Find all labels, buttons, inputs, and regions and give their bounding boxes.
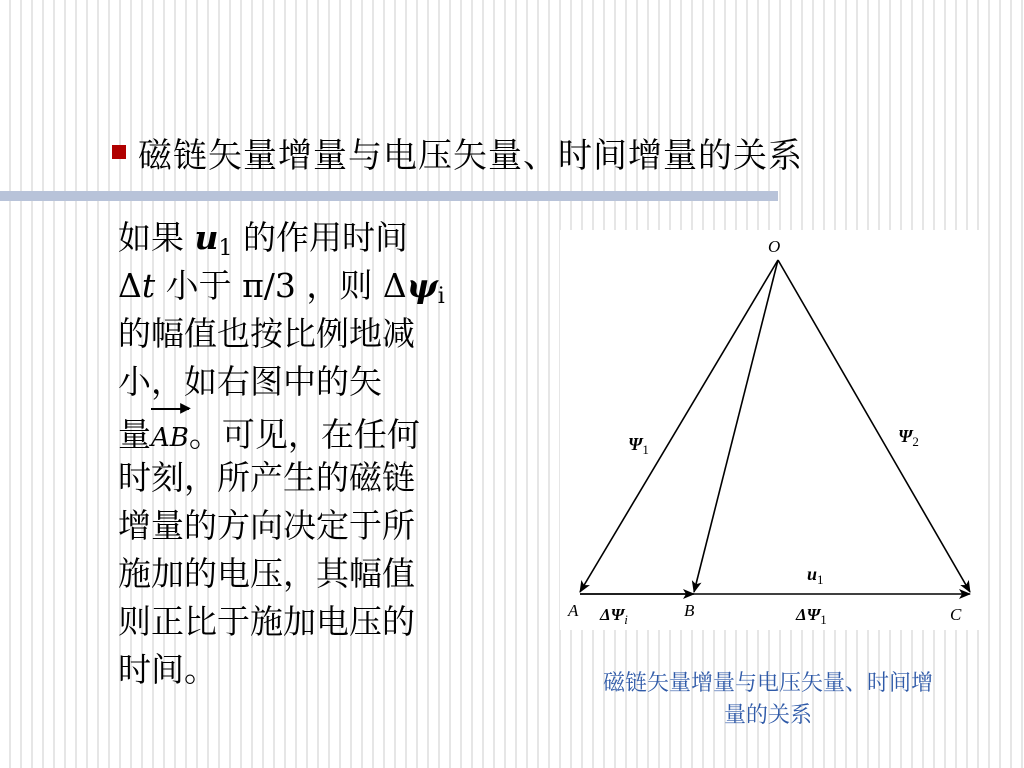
slide-title: 磁链矢量增量与电压矢量、时间增量的关系 xyxy=(138,135,803,176)
psi2-vector xyxy=(778,260,970,592)
title-underline xyxy=(0,191,778,201)
delta-psi-i-subscript: i xyxy=(624,612,628,627)
text-line-9: 则正比于施加电压的 xyxy=(118,602,415,641)
text-line-3: 的幅值也按比例地减 xyxy=(118,314,415,353)
flux-symbol: ψ xyxy=(406,266,438,305)
text-line-7: 增量的方向决定于所 xyxy=(118,506,415,545)
delta-psi-1-subscript: 1 xyxy=(820,612,827,627)
figure-caption xyxy=(548,668,988,732)
label-delta-psi-i xyxy=(599,605,628,627)
psi2-symbol: Ψ xyxy=(898,426,913,446)
text-segment: 如果 xyxy=(118,218,195,257)
vector-label: AB xyxy=(151,423,189,453)
square-bullet-icon xyxy=(112,145,126,159)
text-line-5 xyxy=(118,400,498,454)
subscript: 1 xyxy=(218,236,233,261)
psi-intermediate-vector xyxy=(694,260,778,592)
body-paragraph xyxy=(118,214,498,694)
caption-line-1: 磁链矢量增量与电压矢量、时间增 xyxy=(602,671,933,696)
psi1-subscript: 1 xyxy=(642,442,649,457)
caption-line-2: 量的关系 xyxy=(723,703,812,728)
voltage-symbol: u xyxy=(194,218,219,257)
vector-diagram-svg xyxy=(560,230,980,630)
delta-psi-i-symbol: ΔΨ xyxy=(600,605,625,624)
label-u1 xyxy=(807,564,824,587)
text-segment: 的作用时间 xyxy=(232,218,408,257)
label-O: O xyxy=(768,237,781,256)
vector-AB xyxy=(151,400,191,462)
label-B: B xyxy=(684,601,695,620)
u1-subscript: 1 xyxy=(817,572,824,587)
psi1-vector xyxy=(580,260,778,592)
label-A: A xyxy=(568,601,579,620)
subscript: i xyxy=(437,284,445,309)
psi1-symbol: Ψ xyxy=(628,434,643,454)
text-line-6: 时刻，所产生的磁链 xyxy=(118,458,415,497)
slide-title-row xyxy=(112,124,803,180)
u1-symbol: u xyxy=(807,564,818,584)
text-line-10: 时间。 xyxy=(118,650,217,689)
text-segment: 量 xyxy=(118,415,151,454)
vector-arrow-icon: ▶ xyxy=(180,400,191,416)
time-symbol: t xyxy=(141,266,156,305)
label-psi1 xyxy=(628,434,649,457)
label-psi2 xyxy=(898,426,919,449)
text-line-4: 小，如右图中的矢 xyxy=(118,362,382,401)
delta-symbol: Δ xyxy=(118,266,142,305)
text-segment: 。可见，在任何 xyxy=(188,415,420,454)
psi2-subscript: 2 xyxy=(912,434,919,449)
vector-diagram xyxy=(560,230,980,630)
text-segment: 小于 π/3 ，则 Δ xyxy=(155,266,407,305)
label-C: C xyxy=(950,605,962,624)
text-line-8: 施加的电压，其幅值 xyxy=(118,554,415,593)
label-delta-psi-1 xyxy=(795,605,827,627)
text-line-2 xyxy=(118,262,498,310)
delta-psi-1-symbol: ΔΨ xyxy=(796,605,821,624)
text-line-1 xyxy=(118,214,498,262)
